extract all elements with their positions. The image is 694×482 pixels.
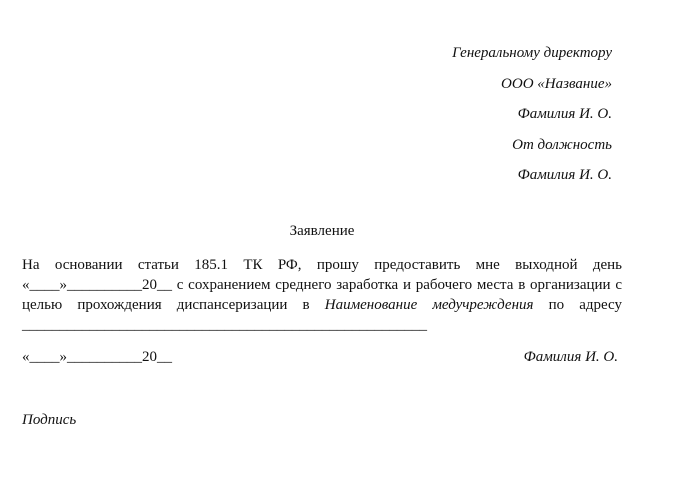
addressee-company: ООО «Название» — [501, 75, 612, 92]
document-title: Заявление — [289, 223, 355, 239]
signature-label: Подпись — [22, 412, 77, 428]
body-text-part2: по адресу ______________________________________________________ — [22, 297, 623, 333]
addressee-name: Фамилия И. О. — [517, 106, 612, 122]
institution-placeholder: Наименование медучреждения — [324, 297, 534, 313]
applicant-name: Фамилия И. О. — [523, 349, 618, 365]
body-text-part1: На основании статьи 185.1 ТК РФ, прошу предоставить мне выходной день «____»__________20__ с сохранением среднего заработка и рабочего места в организации с целью прохождения диспансеризации в — [22, 257, 622, 313]
sender-name: Фамилия И. О. — [517, 167, 612, 183]
date-name-row — [22, 349, 618, 366]
sender-position: От должность — [512, 136, 612, 153]
date-blank: «____»__________20__ — [22, 349, 172, 365]
application-body — [22, 255, 622, 335]
addressee-block — [452, 38, 612, 191]
addressee-position: Генеральному директору — [452, 45, 612, 61]
